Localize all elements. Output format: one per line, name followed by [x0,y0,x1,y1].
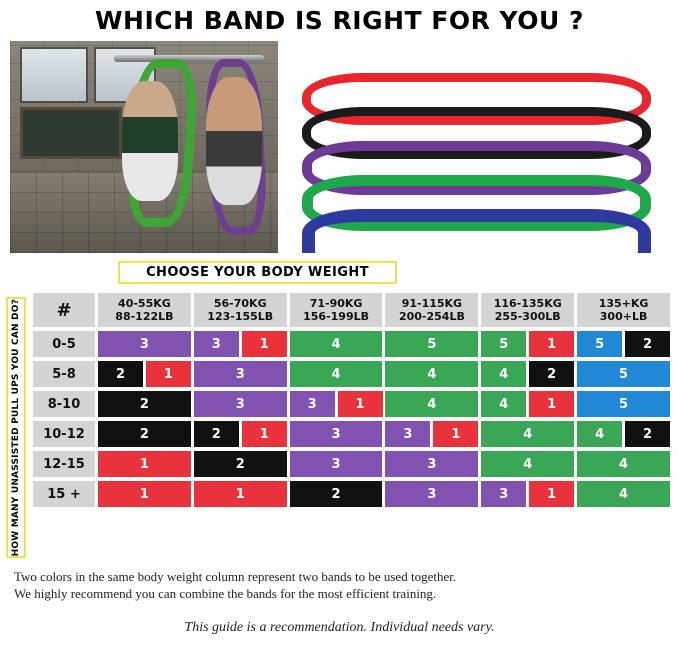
band-group [481,361,574,387]
table-row [33,481,670,507]
table-row [33,331,670,357]
table-cell [577,451,670,477]
band-chip-green: 5 [481,331,526,357]
band-group [577,331,670,357]
bands-stack-photo [284,41,669,253]
table-row [33,421,670,447]
band-chip-green: 4 [481,421,574,447]
band-chip-green: 4 [290,331,383,357]
band-chip-red: 1 [146,361,191,387]
table-cell [481,361,574,387]
band-group [577,451,670,477]
table-cell [290,391,383,417]
table-cell [385,481,478,507]
footnote-block [0,560,679,602]
band-chip-green: 4 [290,361,383,387]
header-col-3-kg: 91-115KG [401,297,463,310]
band-chip-green: 4 [481,361,526,387]
band-group [385,331,478,357]
table-cell [98,331,191,357]
band-group [98,361,191,387]
band-group [194,361,287,387]
band-group [194,331,287,357]
blue-band-icon [302,209,651,253]
band-chip-red: 1 [242,421,287,447]
band-chip-purple: 3 [385,451,478,477]
table-cell [290,331,383,357]
guide-disclaimer: This guide is a recommendation. Individual needs vary. [184,620,495,636]
band-chip-green: 4 [385,361,478,387]
band-chip-purple: 3 [290,451,383,477]
row-label: 12-15 [33,451,95,477]
band-group [290,361,383,387]
band-chip-green: 4 [577,481,670,507]
band-group [481,421,574,447]
table-cell [577,361,670,387]
table-cell [194,391,287,417]
band-chip-red: 1 [529,481,574,507]
table-cell [194,481,287,507]
band-chip-black: 2 [98,391,191,417]
table-cell [577,481,670,507]
band-chip-purple: 3 [290,421,383,447]
band-chip-purple: 3 [385,421,430,447]
table-row [33,361,670,387]
chalkboard-icon [20,107,122,159]
band-group [290,451,383,477]
table-cell [481,451,574,477]
table-header-row [33,293,670,327]
header-col-0-lb: 88-122LB [115,310,174,323]
table-cell [290,481,383,507]
table-cell [194,331,287,357]
band-group [577,421,670,447]
gym-window-icon [22,49,86,101]
band-chip-blue: 5 [577,361,670,387]
band-group [385,481,478,507]
table-cell [481,421,574,447]
band-chip-red: 1 [529,331,574,357]
band-chip-black: 2 [290,481,383,507]
band-group [194,451,287,477]
header-col-2-lb: 156-199LB [303,310,370,323]
row-label: 5-8 [33,361,95,387]
table-row [33,391,670,417]
row-label: 10-12 [33,421,95,447]
header-hash: # [33,293,95,327]
band-group [98,481,191,507]
row-label: 15 + [33,481,95,507]
band-group [194,481,287,507]
band-group [577,361,670,387]
bands-stack-group [284,41,669,253]
band-group [385,361,478,387]
band-group [194,391,287,417]
band-chip-red: 1 [529,391,574,417]
band-chip-purple: 3 [290,391,335,417]
band-group [290,391,383,417]
footnote-line-2: We highly recommend you can combine the bands for the most efficient training. [14,586,437,602]
band-group [481,331,574,357]
band-group [290,481,383,507]
band-group [577,391,670,417]
header-col-2 [290,293,383,327]
table-cell [290,361,383,387]
header-col-4-kg: 116-135KG [493,297,562,310]
band-chip-red: 1 [98,481,191,507]
table-cell [385,331,478,357]
table-cell [194,421,287,447]
band-chip-green: 4 [481,451,574,477]
row-label: 0-5 [33,331,95,357]
chart-area [0,253,679,560]
row-label: 8-10 [33,391,95,417]
band-chip-black: 2 [625,421,670,447]
band-recommendation-table [30,289,673,511]
band-group [98,421,191,447]
band-chip-purple: 3 [194,361,287,387]
table-cell [98,421,191,447]
band-chip-purple: 3 [385,481,478,507]
band-chip-black: 2 [98,421,191,447]
band-chip-purple: 3 [481,481,526,507]
header-col-5-lb: 300+LB [599,310,648,323]
band-chip-red: 1 [242,331,287,357]
table-cell [481,391,574,417]
footnote-line-1: Two colors in the same body weight column represent two bands to be used together. [14,569,457,585]
band-chip-green: 4 [577,451,670,477]
pullup-photo [10,41,278,253]
header-col-0-kg: 40-55KG [118,297,171,310]
band-group [98,331,191,357]
band-group [290,421,383,447]
band-group [98,391,191,417]
band-chip-black: 2 [98,361,143,387]
table-cell [385,421,478,447]
table-cell [385,451,478,477]
band-group [481,391,574,417]
vertical-axis-label [6,297,26,558]
header-col-1-lb: 123-155LB [207,310,274,323]
header-col-1 [194,293,287,327]
table-cell [385,361,478,387]
band-chip-black: 2 [194,421,239,447]
band-group [290,331,383,357]
choose-body-weight-banner: CHOOSE YOUR BODY WEIGHT [118,261,397,284]
table-cell [577,391,670,417]
table-cell [481,331,574,357]
band-group [481,481,574,507]
band-chip-red: 1 [194,481,287,507]
band-group [194,421,287,447]
band-group [385,391,478,417]
band-chip-red: 1 [433,421,478,447]
table-row [33,451,670,477]
band-group [385,421,478,447]
table-cell [98,451,191,477]
header-col-5-kg: 135+KG [598,297,649,310]
photo-row [0,41,679,253]
band-chip-green: 4 [481,391,526,417]
table-cell [98,361,191,387]
header-col-1-kg: 56-70KG [213,297,267,310]
table-cell [98,391,191,417]
table-cell [577,331,670,357]
table-cell [385,391,478,417]
band-chip-green: 5 [385,331,478,357]
header-col-5 [577,293,670,327]
header-col-4 [481,293,574,327]
table-cell [290,451,383,477]
athlete-figure [206,77,262,205]
header-col-2-kg: 71-90KG [309,297,363,310]
table-cell [98,481,191,507]
band-group [577,481,670,507]
band-chip-purple: 3 [194,391,287,417]
table-cell [481,481,574,507]
page-title: WHICH BAND IS RIGHT FOR YOU ? [94,6,585,35]
table-cell [194,451,287,477]
band-chip-blue: 5 [577,391,670,417]
band-group [385,451,478,477]
athlete-figure [122,81,178,201]
table-cell [290,421,383,447]
band-group [98,451,191,477]
band-chip-black: 2 [529,361,574,387]
header-col-0 [98,293,191,327]
band-chip-purple: 3 [194,331,239,357]
table-main [30,261,673,560]
band-chip-blue: 5 [577,331,622,357]
band-chip-green: 4 [577,421,622,447]
band-chip-black: 2 [194,451,287,477]
band-group [481,451,574,477]
table-cell [194,361,287,387]
table-cell [577,421,670,447]
band-chip-red: 1 [98,451,191,477]
header-col-3 [385,293,478,327]
vertical-axis-label-text: HOW MANY UNASSISTED PULL UPS YOU CAN DO? [11,299,21,557]
header-col-4-lb: 255-300LB [494,310,561,323]
band-chip-red: 1 [338,391,383,417]
header-col-3-lb: 200-254LB [398,310,465,323]
band-chip-green: 4 [385,391,478,417]
band-chip-purple: 3 [98,331,191,357]
table-body [33,331,670,507]
band-chip-black: 2 [625,331,670,357]
